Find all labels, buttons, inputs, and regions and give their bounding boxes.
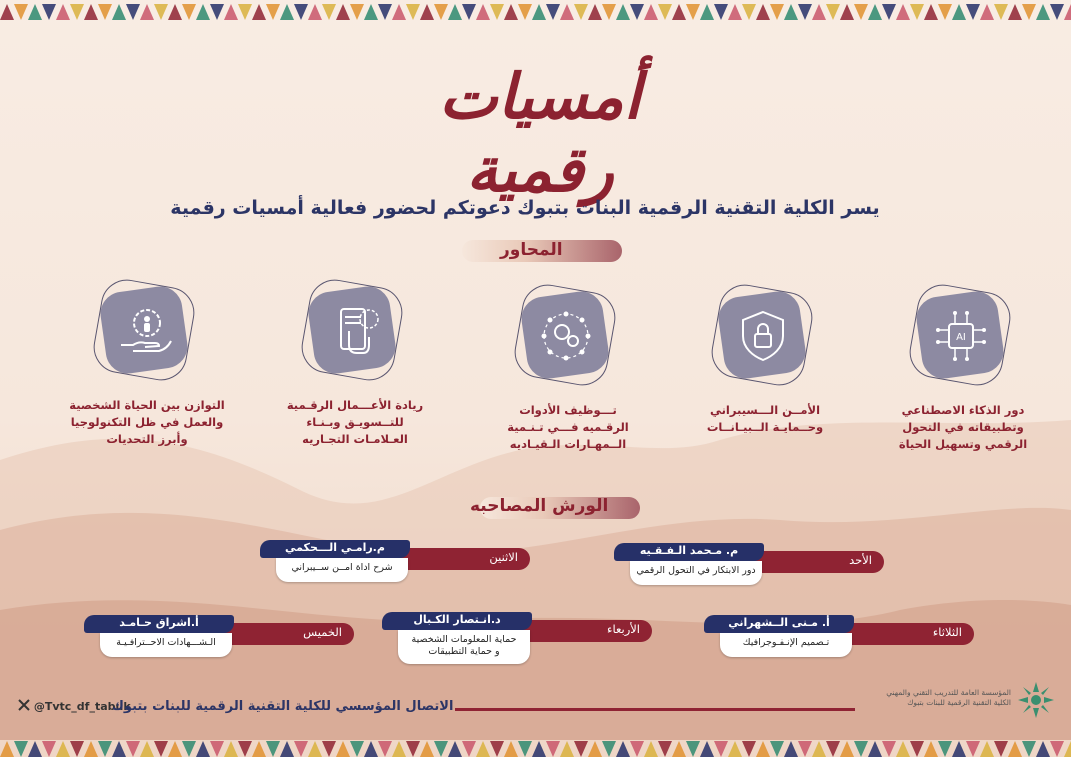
workshop-topic: دور الابتكار في التحول الرقمي <box>636 565 756 576</box>
phone-marketing-icon <box>323 301 383 361</box>
presenter-name: أ.اشراق حـامـد <box>119 616 199 629</box>
workshop-topic: الـشـــهادات الاحــترافـيـة <box>116 637 216 648</box>
axis-cybersecurity <box>670 288 860 436</box>
tvtc-logo-icon <box>1016 680 1056 720</box>
handle-text: @Tvtc_df_tabuk <box>33 700 131 713</box>
hand-person-gear-icon <box>115 301 175 361</box>
axis-label: التوازن بين الحياة الشخصية والعمل في ظل التكنولوجيا وأبرز التحديات <box>69 398 225 446</box>
calligraphy-text: أمسيات رقمية <box>439 60 641 206</box>
calligraphy-title <box>395 50 685 206</box>
presenter-name: د.انـتصار الكـبال <box>413 613 501 626</box>
axis-ai <box>868 288 1058 453</box>
workshop-card-sunday <box>614 543 884 601</box>
footer-department: الاتصال المؤسسي للكلية التقنية الرقمية للبنات بتبوك <box>112 699 454 714</box>
axis-digital-tools <box>473 288 663 453</box>
axis-entrepreneurship <box>260 283 450 448</box>
workshop-day: الخميس <box>303 625 342 639</box>
workshops-heading: الورش المصاحبه <box>470 496 609 516</box>
ai-chip-icon <box>931 306 991 366</box>
organization-text <box>865 688 1011 708</box>
presenter-bar <box>260 540 410 558</box>
axes-heading: المحاور <box>500 240 563 260</box>
axis-label: دور الذكاء الاصطناعي وتطبيقاته في التحول الرقمي وتسهيل الحياة <box>898 403 1028 451</box>
presenter-name: م.رامـي الـــحكمي <box>285 541 385 554</box>
workshop-card-wednesday <box>382 612 652 670</box>
presenter-bar <box>704 615 854 633</box>
workshop-day: الاثنين <box>489 550 518 564</box>
workshop-day: الثلاثاء <box>932 625 962 639</box>
workshop-card-thursday <box>84 615 354 673</box>
axis-label: ريادة الأعـــمال الرقـمية للتــسويـق وبـنـاء العـلامـات التجـاريه <box>286 398 424 446</box>
axis-work-life-balance <box>52 283 242 448</box>
presenter-bar <box>382 612 532 630</box>
presenter-name: م. مـحمد الـفـقـيه <box>639 544 739 557</box>
presenter-name: أ. مـنى الــشهراني <box>728 616 830 629</box>
gears-network-icon <box>536 306 596 366</box>
workshop-day: الأربعاء <box>607 622 640 636</box>
footer-divider <box>455 708 855 711</box>
org-line-2: الكلية التقنية الرقمية للبنات بتبوك <box>907 698 1011 707</box>
presenter-bar <box>614 543 764 561</box>
x-logo-icon <box>18 699 30 711</box>
axis-label: تـــوظيف الأدوات الرقـميه فـــي تـنـمية الــمهـارات الـقيـاديه <box>507 403 629 451</box>
workshop-topic: تـصميم الإنـفـوجرافيك <box>742 637 830 648</box>
presenter-bar <box>84 615 234 633</box>
workshop-topic: شرح اداة امــن ســيبراني <box>291 562 393 573</box>
workshop-day: الأحد <box>849 553 872 567</box>
bottom-triangle-border <box>0 737 1071 757</box>
shield-lock-icon <box>733 306 793 366</box>
workshop-card-monday <box>260 540 530 598</box>
org-line-1: المؤسسة العامة للتدريب التقني والمهني <box>886 688 1011 697</box>
workshop-card-tuesday <box>704 615 974 673</box>
axis-label: الأمــن الـــسيبراني وحــمايـة الــبيـانــات <box>706 403 824 434</box>
top-triangle-border <box>0 0 1071 20</box>
workshop-topic: حماية المعلومات الشخصية و حماية التطبيقات <box>411 634 517 657</box>
invitation-text: يسر الكلية التقنية الرقمية البنات بتبوك دعوتكم لحضور فعالية أمسيات رقمية <box>170 197 880 219</box>
svg-text:AI: AI <box>956 332 966 343</box>
